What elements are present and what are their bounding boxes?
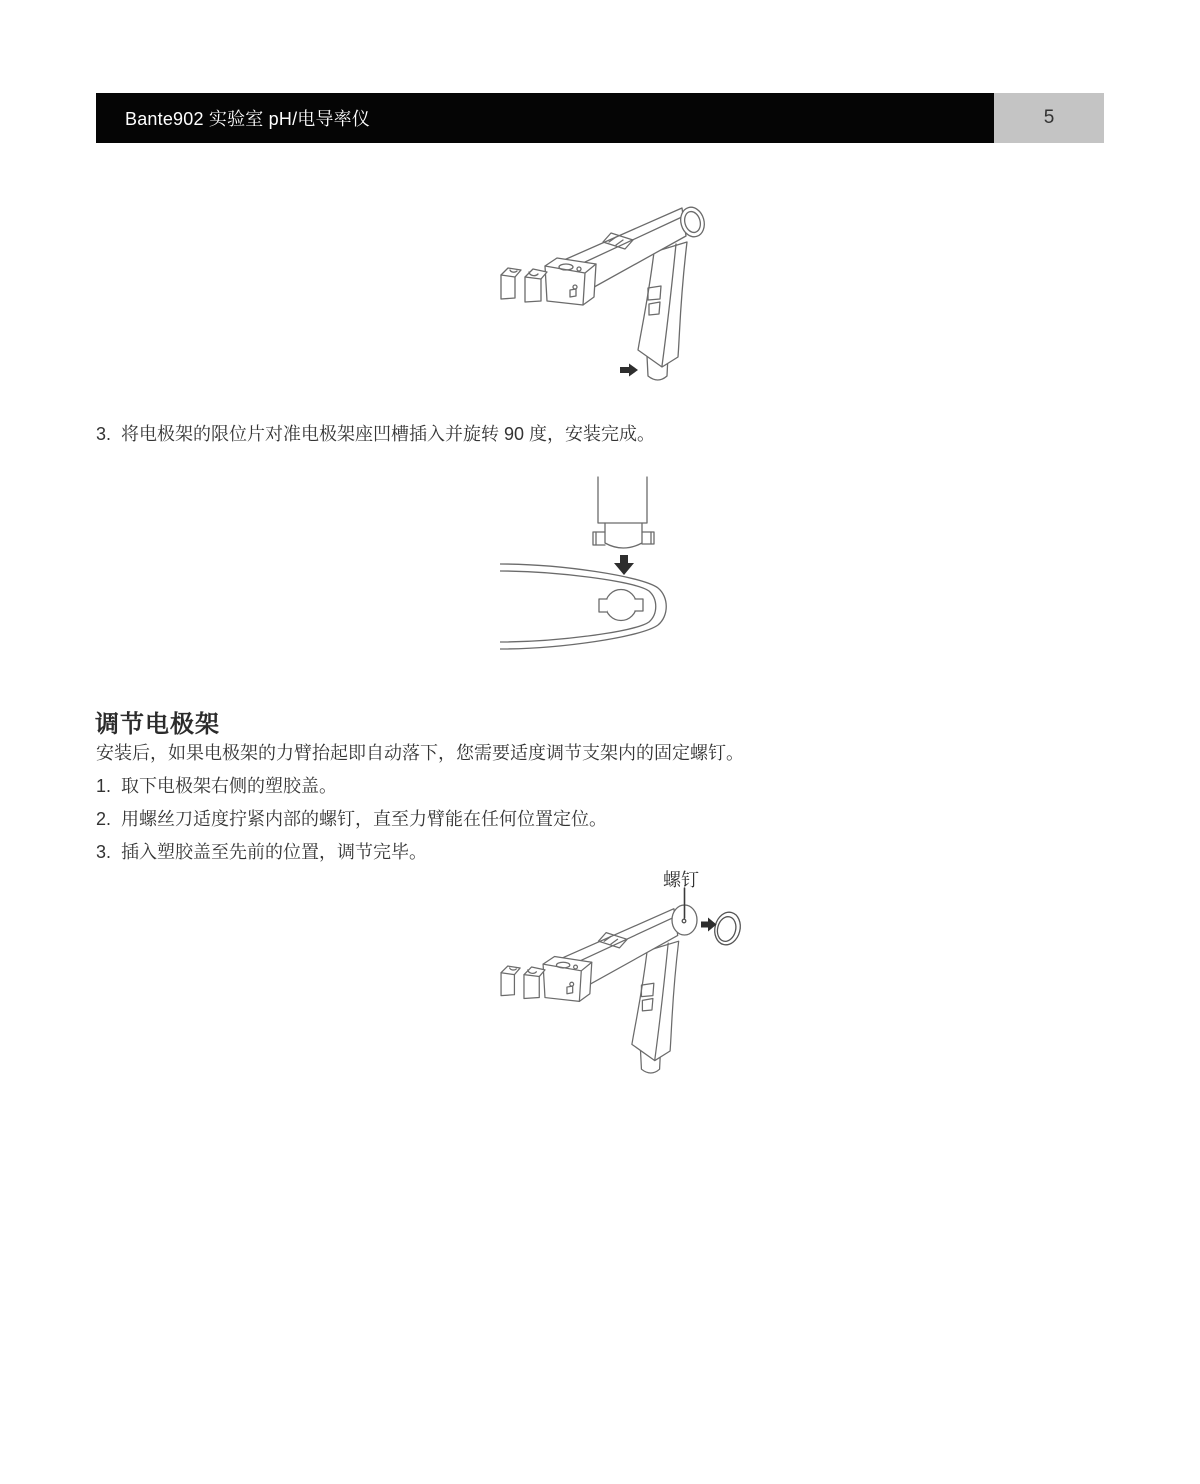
step-number: 3.: [96, 842, 112, 862]
adjust-intro: [96, 742, 744, 764]
step-text: 插入塑胶盖至先前的位置，调节完毕。: [121, 842, 427, 862]
document-title: Bante902 实验室 pH/电导率仪: [125, 109, 371, 129]
arrow-right-icon: [620, 364, 638, 377]
arrow-down-icon: [614, 555, 634, 575]
figure-screw-cover: [470, 860, 770, 1100]
figure-insert-slot: [500, 460, 740, 682]
header-title-bar: [96, 93, 994, 143]
figure-electrode-arm: [480, 180, 740, 400]
step-number: 3.: [96, 424, 112, 444]
step-text: 用螺丝刀适度拧紧内部的螺钉，直至力臂能在任何位置定位。: [121, 809, 607, 829]
adjust-step-3: [96, 841, 427, 863]
step-text: 将电极架的限位片对准电极架座凹槽插入并旋转 90 度，安装完成。: [121, 424, 656, 444]
step-number: 1.: [96, 776, 112, 796]
intro-text: 安装后，如果电极架的力臂抬起即自动落下，您需要适度调节支架内的固定螺钉。: [96, 743, 744, 763]
page-number-badge: 5: [994, 93, 1104, 143]
step-number: 2.: [96, 809, 112, 829]
install-step-3: [96, 423, 655, 445]
page-header: [96, 93, 1104, 143]
section-heading: 调节电极架: [95, 711, 220, 738]
step-text: 取下电极架右侧的塑胶盖。: [121, 776, 337, 796]
screw-callout-label: 螺钉: [663, 870, 699, 890]
adjust-step-2: [96, 808, 607, 830]
plastic-cover-ring: [711, 909, 743, 947]
adjust-step-1: [96, 775, 337, 797]
